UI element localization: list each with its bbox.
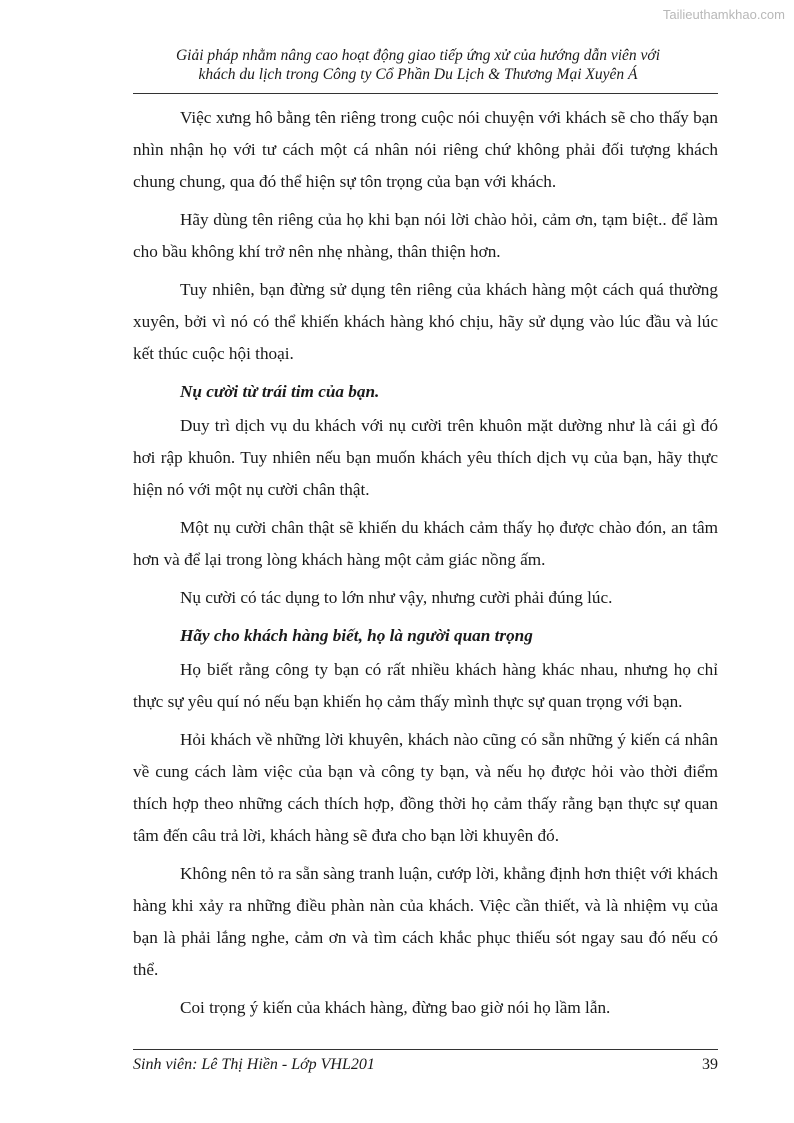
header-line-1: Giải pháp nhằm nâng cao hoạt động giao tiếp ứng xử của hướng dẫn viên với bbox=[175, 47, 661, 64]
paragraph: Một nụ cười chân thật sẽ khiến du khách cảm thấy họ được chào đón, an tâm hơn và để lại trong lòng khách hàng một cảm giác nồng ấm. bbox=[133, 518, 718, 569]
section-heading: Nụ cười từ trái tim của bạn. bbox=[180, 382, 380, 401]
paragraph: Việc xưng hô bằng tên riêng trong cuộc nói chuyện với khách sẽ cho thấy bạn nhìn nhận họ với tư cách một cá nhân nói riêng chứ không phải đối tượng khách chung chung, qua đó thể hiện sự tôn trọng của bạn với khách. bbox=[133, 108, 718, 191]
page-body bbox=[133, 102, 718, 1030]
header-line-2: khách du lịch trong Công ty Cổ Phần Du Lịch & Thương Mại Xuyên Á bbox=[198, 66, 638, 83]
paragraph: Họ biết rằng công ty bạn có rất nhiều khách hàng khác nhau, nhưng họ chỉ thực sự yêu quí nó nếu bạn khiến họ cảm thấy mình thực sự quan trọng với bạn. bbox=[133, 660, 718, 711]
paragraph: Hỏi khách về những lời khuyên, khách nào cũng có sẵn những ý kiến cá nhân về cung cách làm việc của bạn và công ty bạn, và nếu họ được hỏi vào thời điểm thích hợp theo những cách thích hợp, đồng thời họ cảm thấy rằng bạn thực sự quan tâm đến câu trả lời, khách hàng sẽ đưa cho bạn lời khuyên đó. bbox=[133, 730, 718, 845]
paragraph: Hãy dùng tên riêng của họ khi bạn nói lời chào hỏi, cảm ơn, tạm biệt.. để làm cho bầu không khí trở nên nhẹ nhàng, thân thiện hơn. bbox=[133, 210, 718, 261]
paragraph: Duy trì dịch vụ du khách với nụ cười trên khuôn mặt dường như là cái gì đó hơi rập khuôn. Tuy nhiên nếu bạn muốn khách yêu thích dịch vụ của bạn, hãy thực hiện nó với một nụ cười chân thật. bbox=[133, 416, 718, 499]
paragraph: Coi trọng ý kiến của khách hàng, đừng bao giờ nói họ lầm lẫn. bbox=[180, 998, 611, 1017]
section-heading: Hãy cho khách hàng biết, họ là người quan trọng bbox=[180, 626, 533, 645]
paragraph: Tuy nhiên, bạn đừng sử dụng tên riêng của khách hàng một cách quá thường xuyên, bởi vì nó có thể khiến khách hàng khó chịu, hãy sử dụng vào lúc đầu và lúc kết thúc cuộc hội thoại. bbox=[133, 280, 718, 363]
page-header bbox=[133, 46, 703, 84]
paragraph: Không nên tỏ ra sẵn sàng tranh luận, cướp lời, khẳng định hơn thiệt với khách hàng khi xảy ra những điều phàn nàn của khách. Việc cần thiết, và là nhiệm vụ của bạn là phải lắng nghe, cảm ơn và tìm cách khắc phục thiếu sót ngay sau đó nếu có thể. bbox=[133, 864, 718, 979]
paragraph: Nụ cười có tác dụng to lớn như vậy, nhưng cười phải đúng lúc. bbox=[180, 588, 613, 607]
footer-divider bbox=[133, 1049, 718, 1050]
page-number: 39 bbox=[702, 1056, 718, 1073]
watermark: Tailieuthamkhao.com bbox=[662, 7, 785, 22]
header-divider bbox=[133, 93, 718, 94]
footer-student: Sinh viên: Lê Thị Hiền - Lớp VHL201 bbox=[133, 1056, 375, 1073]
